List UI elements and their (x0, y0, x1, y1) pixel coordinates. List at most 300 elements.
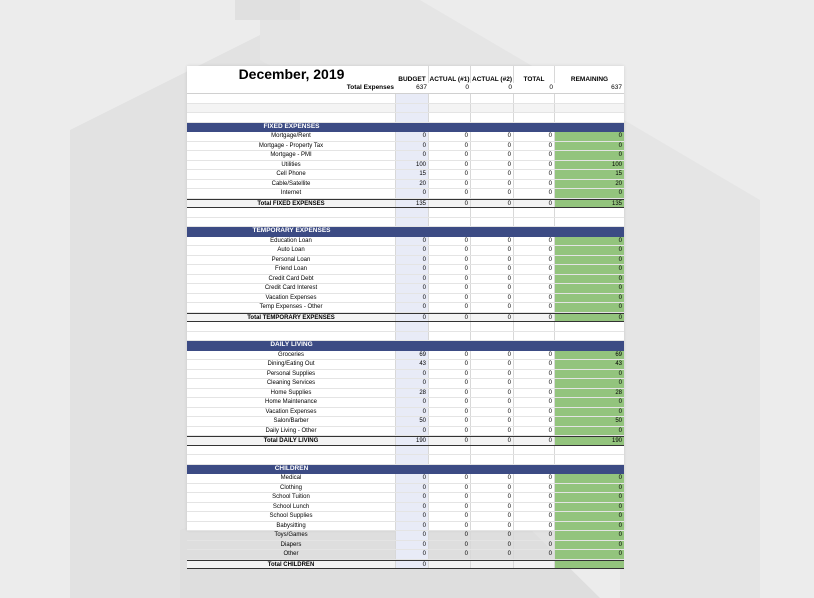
cell-actual-2[interactable]: 0 (471, 427, 514, 436)
cell-total[interactable]: 0 (514, 170, 555, 179)
cell-actual-2[interactable]: 0 (471, 474, 514, 483)
cell-actual-2[interactable]: 0 (471, 303, 514, 312)
cell-actual-2[interactable]: 0 (471, 265, 514, 274)
row-label: Mortgage/Rent (187, 132, 396, 141)
spacer-cell (429, 332, 471, 341)
cell-actual-2[interactable]: 0 (471, 360, 514, 369)
cell-actual-2[interactable]: 0 (471, 503, 514, 512)
total-expenses-actual-2[interactable]: 0 (508, 84, 512, 91)
cell-actual-1[interactable]: 0 (429, 180, 471, 189)
cell-total[interactable]: 0 (514, 427, 555, 436)
cell-actual-1[interactable]: 0 (429, 541, 471, 550)
cell-remaining[interactable]: 0 (555, 398, 624, 407)
cell-total[interactable]: 0 (514, 512, 555, 521)
cell-actual-1[interactable]: 0 (429, 408, 471, 417)
column-header-budget[interactable]: BUDGET (396, 66, 429, 83)
cell-actual-1[interactable]: 0 (429, 303, 471, 312)
cell-actual-2[interactable]: 0 (471, 132, 514, 141)
cell-actual-1[interactable]: 0 (429, 351, 471, 360)
cell-remaining[interactable]: 0 (555, 151, 624, 160)
cell-budget[interactable]: 0 (396, 237, 429, 246)
cell-remaining[interactable]: 0 (555, 275, 624, 284)
spacer-cell (429, 455, 471, 464)
cell-budget[interactable]: 0 (396, 379, 429, 388)
row-label: Mortgage - PMI (187, 151, 396, 160)
table-row (187, 389, 624, 399)
spacer-cell (396, 113, 429, 122)
cell-total[interactable]: 0 (514, 550, 555, 559)
cell-total[interactable]: 0 (514, 189, 555, 198)
spacer-row (187, 446, 624, 456)
cell-actual-1[interactable]: 0 (429, 275, 471, 284)
section-title: TEMPORARY EXPENSES (187, 227, 396, 237)
cell-actual-2[interactable]: 0 (471, 284, 514, 293)
table-row (187, 303, 624, 313)
spacer-cell (187, 113, 396, 122)
spacer-cell (396, 332, 429, 341)
cell-budget[interactable]: 0 (396, 541, 429, 550)
cell-total[interactable]: 0 (514, 493, 555, 502)
cell-remaining[interactable]: 0 (555, 427, 624, 436)
cell-actual-2[interactable]: 0 (471, 180, 514, 189)
spacer-cell (187, 322, 396, 331)
cell-actual-2[interactable]: 0 (471, 484, 514, 493)
spacer-cell (471, 332, 514, 341)
cell-budget[interactable]: 0 (396, 503, 429, 512)
cell-actual-2[interactable]: 0 (471, 294, 514, 303)
row-label: School Tuition (187, 493, 396, 502)
cell-total[interactable]: 0 (514, 237, 555, 246)
cell-total[interactable]: 0 (514, 417, 555, 426)
cell-remaining[interactable]: 0 (555, 484, 624, 493)
cell-actual-1[interactable]: 0 (429, 493, 471, 502)
cell-actual-1[interactable]: 0 (429, 294, 471, 303)
sheet-body (187, 94, 624, 569)
cell-total[interactable]: 0 (514, 351, 555, 360)
spacer-cell (396, 104, 429, 113)
cell-remaining[interactable]: 0 (555, 294, 624, 303)
table-row (187, 180, 624, 190)
cell-actual-1[interactable]: 0 (429, 314, 471, 322)
cell-remaining[interactable]: 0 (555, 522, 624, 531)
cell-total[interactable]: 0 (514, 161, 555, 170)
spacer-cell (187, 94, 396, 103)
cell-actual-2[interactable]: 0 (471, 493, 514, 502)
cell-remaining[interactable]: 15 (555, 170, 624, 179)
cell-budget[interactable]: 50 (396, 417, 429, 426)
cell-total[interactable]: 0 (514, 314, 555, 322)
cell-budget[interactable]: 190 (396, 437, 429, 445)
row-label: Vacation Expenses (187, 408, 396, 417)
spacer-cell (187, 446, 396, 455)
row-label: Friend Loan (187, 265, 396, 274)
cell-remaining[interactable]: 0 (555, 550, 624, 559)
cell-actual-2[interactable]: 0 (471, 237, 514, 246)
cell-total[interactable] (514, 561, 555, 569)
cell-remaining[interactable]: 50 (555, 417, 624, 426)
row-label: Babysitting (187, 522, 396, 531)
cell-actual-2[interactable]: 0 (471, 351, 514, 360)
cell-actual-1[interactable]: 0 (429, 417, 471, 426)
cell-actual-2[interactable]: 0 (471, 408, 514, 417)
cell-total[interactable]: 0 (514, 180, 555, 189)
cell-budget[interactable]: 0 (396, 132, 429, 141)
cell-budget[interactable]: 0 (396, 370, 429, 379)
total-expenses-actual-1[interactable]: 0 (465, 84, 469, 91)
row-label: Salon/Barber (187, 417, 396, 426)
row-label: Personal Loan (187, 256, 396, 265)
cell-total[interactable]: 0 (514, 132, 555, 141)
cell-actual-2[interactable]: 0 (471, 379, 514, 388)
table-row (187, 142, 624, 152)
cell-budget[interactable]: 0 (396, 408, 429, 417)
row-label: Home Supplies (187, 389, 396, 398)
cell-total[interactable]: 0 (514, 370, 555, 379)
cell-remaining[interactable]: 0 (555, 474, 624, 483)
cell-actual-1[interactable]: 0 (429, 246, 471, 255)
spacer-cell (429, 94, 471, 103)
cell-actual-2[interactable]: 0 (471, 370, 514, 379)
section-total-row (187, 313, 624, 323)
cell-actual-2[interactable]: 0 (471, 189, 514, 198)
cell-actual-1[interactable]: 0 (429, 132, 471, 141)
total-expenses-label: Total Expenses (346, 84, 394, 91)
section-header (187, 465, 624, 475)
cell-remaining[interactable]: 0 (555, 408, 624, 417)
cell-total[interactable]: 0 (514, 531, 555, 540)
cell-budget[interactable]: 0 (396, 294, 429, 303)
row-label: Vacation Expenses (187, 294, 396, 303)
table-row (187, 408, 624, 418)
cell-total[interactable]: 0 (514, 484, 555, 493)
section-header-fill (396, 465, 624, 475)
section-total-row (187, 560, 624, 570)
row-label: Toys/Games (187, 531, 396, 540)
row-label: Temp Expenses - Other (187, 303, 396, 312)
cell-total[interactable]: 0 (514, 541, 555, 550)
cell-actual-2[interactable]: 0 (471, 170, 514, 179)
cell-budget[interactable]: 0 (396, 427, 429, 436)
cell-total[interactable]: 0 (514, 142, 555, 151)
cell-actual-2[interactable]: 0 (471, 531, 514, 540)
cell-budget[interactable]: 0 (396, 314, 429, 322)
cell-remaining[interactable]: 0 (555, 237, 624, 246)
total-expenses-budget[interactable]: 637 (416, 84, 427, 91)
column-header-remaining[interactable]: REMAINING (570, 76, 609, 83)
column-header-total[interactable]: TOTAL (514, 66, 555, 83)
cell-actual-1[interactable]: 0 (429, 437, 471, 445)
row-label: Diapers (187, 541, 396, 550)
spacer-row (187, 455, 624, 465)
spacer-row (187, 218, 624, 228)
cell-actual-2[interactable]: 0 (471, 417, 514, 426)
cell-total[interactable]: 0 (514, 151, 555, 160)
cell-actual-2[interactable]: 0 (471, 246, 514, 255)
cell-budget[interactable]: 0 (396, 284, 429, 293)
spacer-row (187, 208, 624, 218)
cell-actual-2[interactable]: 0 (471, 512, 514, 521)
cell-budget[interactable]: 0 (396, 484, 429, 493)
row-label: Cell Phone (187, 170, 396, 179)
section-header-fill (396, 341, 624, 351)
cell-budget[interactable]: 28 (396, 389, 429, 398)
row-label: Cleaning Services (187, 379, 396, 388)
cell-remaining[interactable]: 0 (555, 246, 624, 255)
section-title: FIXED EXPENSES (187, 123, 396, 133)
table-row (187, 294, 624, 304)
table-row (187, 284, 624, 294)
cell-actual-1[interactable]: 0 (429, 512, 471, 521)
cell-budget[interactable]: 0 (396, 275, 429, 284)
spacer-cell (429, 218, 471, 227)
cell-budget[interactable]: 0 (396, 512, 429, 521)
cell-budget[interactable]: 20 (396, 180, 429, 189)
cell-remaining[interactable]: 0 (555, 512, 624, 521)
cell-remaining[interactable]: 0 (555, 189, 624, 198)
table-row (187, 474, 624, 484)
cell-actual-1[interactable]: 0 (429, 370, 471, 379)
cell-budget[interactable]: 15 (396, 170, 429, 179)
row-label: Home Maintenance (187, 398, 396, 407)
column-header-actual-2[interactable]: ACTUAL (#2) (471, 66, 514, 83)
cell-actual-2[interactable]: 0 (471, 541, 514, 550)
cell-actual-1[interactable]: 0 (429, 427, 471, 436)
cell-total[interactable]: 0 (514, 294, 555, 303)
row-label: School Lunch (187, 503, 396, 512)
cell-actual-2[interactable]: 0 (471, 275, 514, 284)
cell-total[interactable]: 0 (514, 275, 555, 284)
spacer-row (187, 113, 624, 123)
cell-actual-1[interactable]: 0 (429, 503, 471, 512)
section-total-row (187, 199, 624, 209)
cell-total[interactable]: 0 (514, 246, 555, 255)
cell-remaining[interactable]: 0 (555, 531, 624, 540)
section-title: DAILY LIVING (187, 341, 396, 351)
sheet-title: December, 2019 (238, 66, 345, 82)
cell-total[interactable]: 0 (514, 265, 555, 274)
cell-budget[interactable]: 69 (396, 351, 429, 360)
cell-remaining[interactable]: 190 (555, 437, 624, 445)
cell-actual-2[interactable]: 0 (471, 151, 514, 160)
cell-remaining[interactable]: 0 (555, 314, 624, 322)
cell-total[interactable]: 0 (514, 200, 555, 208)
spacer-cell (555, 446, 624, 455)
cell-budget[interactable]: 0 (396, 398, 429, 407)
spacer-cell (514, 218, 555, 227)
spacer-cell (429, 113, 471, 122)
cell-actual-1[interactable]: 0 (429, 256, 471, 265)
spacer-cell (429, 104, 471, 113)
section-total-label: Total DAILY LIVING (187, 437, 396, 445)
cell-remaining[interactable]: 0 (555, 256, 624, 265)
table-row (187, 151, 624, 161)
cell-actual-1[interactable]: 0 (429, 550, 471, 559)
cell-budget[interactable]: 0 (396, 493, 429, 502)
spacer-cell (514, 332, 555, 341)
total-expenses-remaining[interactable]: 637 (611, 84, 622, 91)
cell-actual-1[interactable]: 0 (429, 142, 471, 151)
cell-total[interactable]: 0 (514, 256, 555, 265)
cell-total[interactable]: 0 (514, 522, 555, 531)
cell-budget[interactable]: 0 (396, 151, 429, 160)
table-row (187, 256, 624, 266)
cell-remaining[interactable]: 0 (555, 132, 624, 141)
table-row (187, 161, 624, 171)
cell-actual-1[interactable]: 0 (429, 170, 471, 179)
cell-total[interactable]: 0 (514, 360, 555, 369)
cell-actual-1[interactable]: 0 (429, 151, 471, 160)
section-header (187, 123, 624, 133)
cell-total[interactable]: 0 (514, 389, 555, 398)
row-label: Daily Living - Other (187, 427, 396, 436)
cell-budget[interactable]: 0 (396, 246, 429, 255)
spacer-cell (429, 322, 471, 331)
section-header-fill (396, 123, 624, 133)
cell-budget[interactable]: 0 (396, 550, 429, 559)
cell-actual-2[interactable] (471, 561, 514, 569)
cell-actual-1[interactable]: 0 (429, 484, 471, 493)
section-header-fill (396, 227, 624, 237)
spacer-cell (429, 446, 471, 455)
cell-actual-2[interactable]: 0 (471, 200, 514, 208)
spacer-cell (187, 455, 396, 464)
spacer-cell (396, 446, 429, 455)
cell-remaining[interactable] (555, 561, 624, 569)
cell-remaining[interactable]: 135 (555, 200, 624, 208)
table-row (187, 370, 624, 380)
cell-actual-1[interactable]: 0 (429, 161, 471, 170)
cell-actual-1[interactable]: 0 (429, 265, 471, 274)
table-row (187, 275, 624, 285)
spacer-cell (396, 94, 429, 103)
cell-remaining[interactable]: 0 (555, 503, 624, 512)
cell-remaining[interactable]: 100 (555, 161, 624, 170)
cell-total[interactable]: 0 (514, 503, 555, 512)
cell-actual-2[interactable]: 0 (471, 161, 514, 170)
cell-budget[interactable]: 0 (396, 303, 429, 312)
row-label: Credit Card Interest (187, 284, 396, 293)
section-title: CHILDREN (187, 465, 396, 475)
row-label: Internet (187, 189, 396, 198)
cell-remaining[interactable]: 69 (555, 351, 624, 360)
row-label: Groceries (187, 351, 396, 360)
spacer-cell (555, 455, 624, 464)
table-row (187, 379, 624, 389)
cell-remaining[interactable]: 20 (555, 180, 624, 189)
cell-budget[interactable]: 0 (396, 256, 429, 265)
spacer-cell (555, 332, 624, 341)
cell-actual-1[interactable]: 0 (429, 360, 471, 369)
cell-remaining[interactable]: 0 (555, 265, 624, 274)
spacer-cell (471, 94, 514, 103)
cell-remaining[interactable]: 0 (555, 142, 624, 151)
cell-budget[interactable]: 0 (396, 189, 429, 198)
section-total-label: Total CHILDREN (187, 561, 396, 569)
cell-total[interactable]: 0 (514, 303, 555, 312)
cell-actual-1[interactable]: 0 (429, 237, 471, 246)
cell-total[interactable]: 0 (514, 408, 555, 417)
cell-total[interactable]: 0 (514, 398, 555, 407)
spacer-cell (396, 322, 429, 331)
cell-remaining[interactable]: 0 (555, 379, 624, 388)
table-row (187, 189, 624, 199)
spacer-cell (471, 218, 514, 227)
spacer-cell (555, 113, 624, 122)
cell-budget[interactable]: 135 (396, 200, 429, 208)
cell-total[interactable]: 0 (514, 284, 555, 293)
row-label: Medical (187, 474, 396, 483)
cell-actual-1[interactable]: 0 (429, 189, 471, 198)
cell-remaining[interactable]: 0 (555, 370, 624, 379)
cell-total[interactable]: 0 (514, 437, 555, 445)
cell-budget[interactable]: 0 (396, 265, 429, 274)
cell-actual-1[interactable]: 0 (429, 398, 471, 407)
cell-budget[interactable]: 0 (396, 142, 429, 151)
cell-budget[interactable]: 0 (396, 474, 429, 483)
table-row (187, 265, 624, 275)
section-header (187, 227, 624, 237)
cell-actual-2[interactable]: 0 (471, 314, 514, 322)
cell-actual-1[interactable]: 0 (429, 284, 471, 293)
column-header-actual-1[interactable]: ACTUAL (#1) (429, 66, 471, 83)
spacer-cell (187, 332, 396, 341)
cell-actual-2[interactable]: 0 (471, 398, 514, 407)
cell-actual-1[interactable]: 0 (429, 531, 471, 540)
cell-actual-2[interactable]: 0 (471, 389, 514, 398)
spacer-cell (514, 322, 555, 331)
cell-budget[interactable]: 100 (396, 161, 429, 170)
row-label: Clothing (187, 484, 396, 493)
spacer-cell (514, 455, 555, 464)
cell-total[interactable]: 0 (514, 379, 555, 388)
row-label: Auto Loan (187, 246, 396, 255)
spacer-cell (471, 208, 514, 217)
cell-remaining[interactable]: 43 (555, 360, 624, 369)
cell-budget[interactable]: 0 (396, 531, 429, 540)
cell-budget[interactable]: 43 (396, 360, 429, 369)
cell-actual-1[interactable]: 0 (429, 379, 471, 388)
table-row (187, 351, 624, 361)
cell-actual-2[interactable]: 0 (471, 550, 514, 559)
cell-remaining[interactable]: 0 (555, 541, 624, 550)
spacer-cell (471, 322, 514, 331)
cell-budget[interactable]: 0 (396, 522, 429, 531)
spacer-cell (555, 104, 624, 113)
cell-actual-1[interactable]: 0 (429, 474, 471, 483)
cell-remaining[interactable]: 0 (555, 493, 624, 502)
section-total-row (187, 436, 624, 446)
spacer-cell (555, 208, 624, 217)
cell-actual-2[interactable]: 0 (471, 142, 514, 151)
spacer-cell (471, 455, 514, 464)
cell-actual-1[interactable]: 0 (429, 389, 471, 398)
cell-actual-2[interactable]: 0 (471, 256, 514, 265)
cell-actual-2[interactable]: 0 (471, 522, 514, 531)
cell-budget[interactable]: 0 (396, 561, 429, 569)
table-row (187, 398, 624, 408)
cell-actual-2[interactable]: 0 (471, 437, 514, 445)
cell-total[interactable]: 0 (514, 474, 555, 483)
cell-actual-1[interactable]: 0 (429, 200, 471, 208)
cell-remaining[interactable]: 0 (555, 303, 624, 312)
cell-actual-1[interactable] (429, 561, 471, 569)
cell-actual-1[interactable]: 0 (429, 522, 471, 531)
total-expenses-total[interactable]: 0 (549, 84, 553, 91)
cell-remaining[interactable]: 0 (555, 284, 624, 293)
spacer-cell (187, 104, 396, 113)
sheet-header (187, 66, 624, 94)
cell-remaining[interactable]: 28 (555, 389, 624, 398)
